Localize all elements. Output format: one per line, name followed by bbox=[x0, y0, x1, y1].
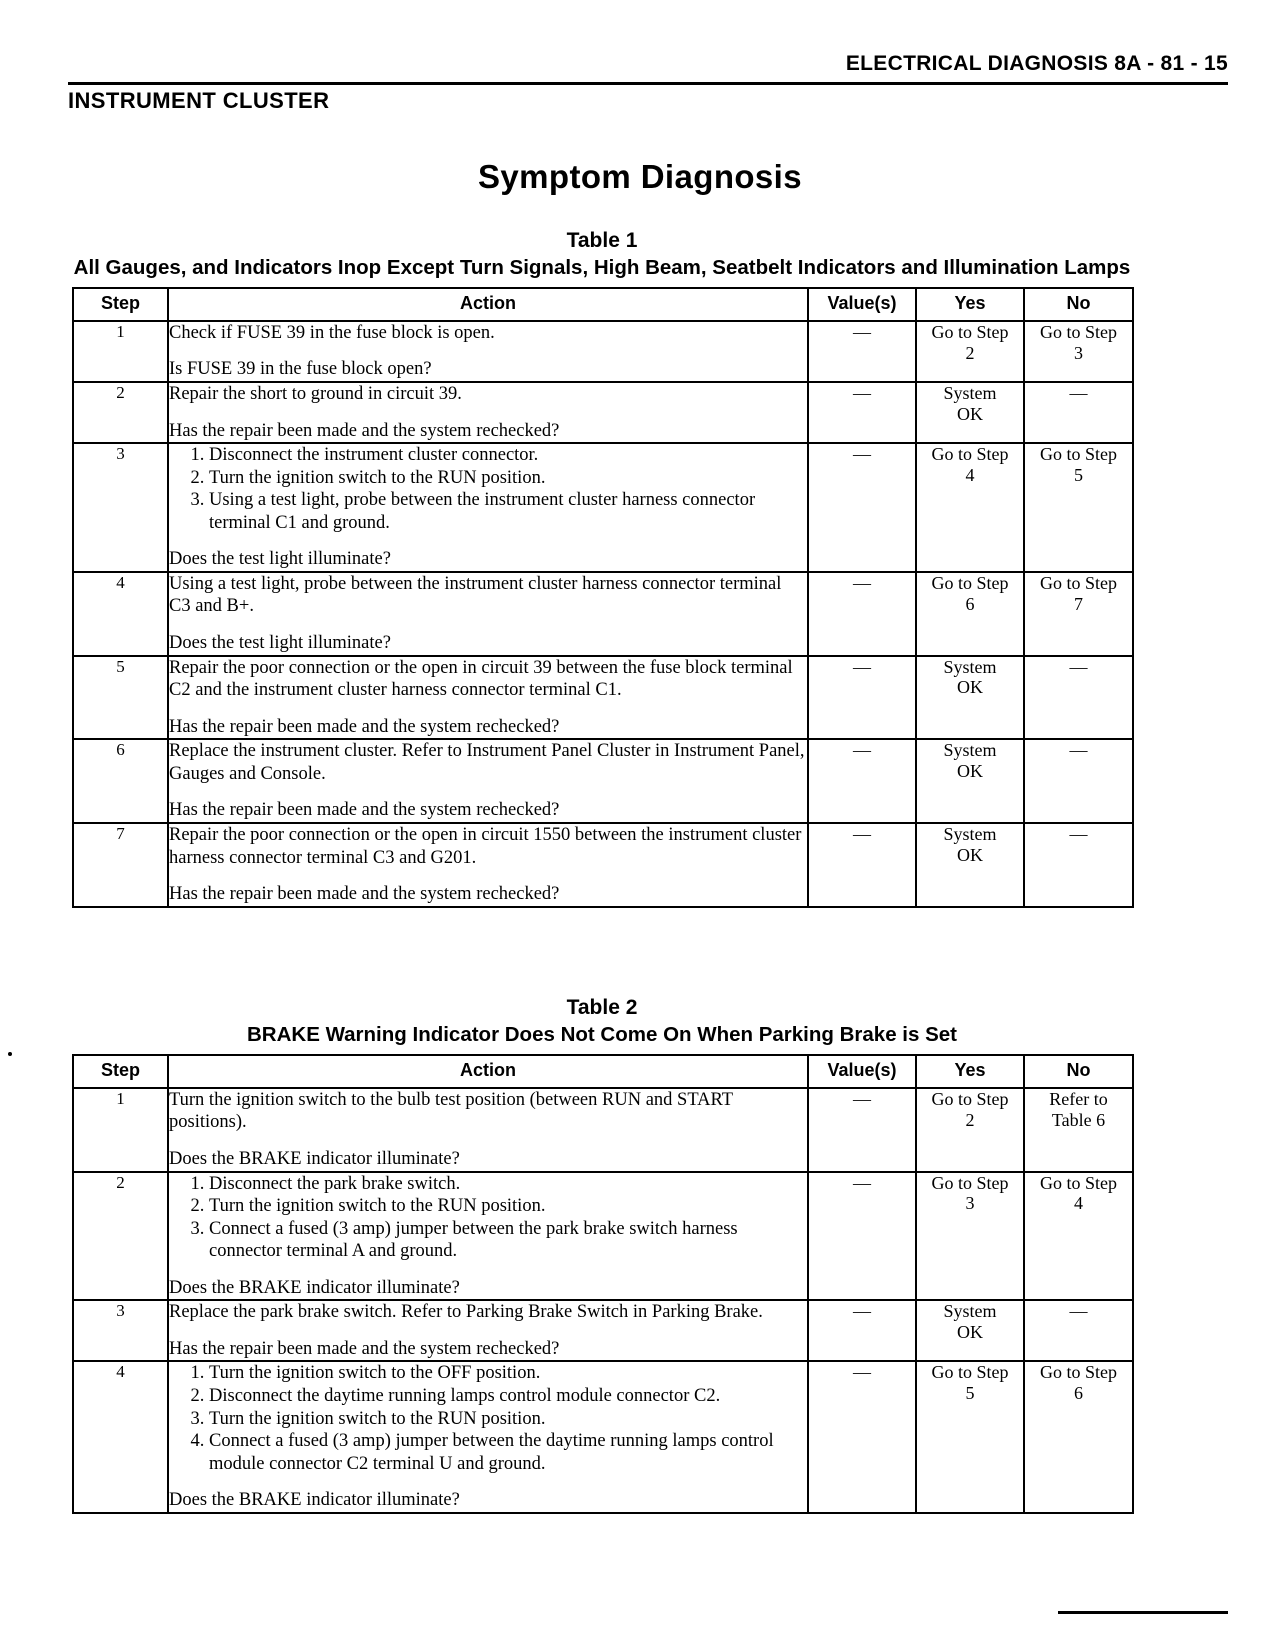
column-header-action: Action bbox=[168, 288, 808, 321]
table-1-block bbox=[72, 228, 1132, 908]
action-cell bbox=[168, 382, 808, 443]
value-cell: — bbox=[808, 823, 916, 907]
page-artifact bbox=[8, 1052, 12, 1056]
step-number: 3 bbox=[73, 1300, 168, 1361]
table-1-header-row bbox=[73, 288, 1133, 321]
table-row bbox=[73, 739, 1133, 823]
no-cell: Go to Step 3 bbox=[1024, 321, 1133, 382]
action-step: 3. Connect a fused (3 amp) jumper between the park brake switch harness connector terminal A and ground. bbox=[209, 1218, 807, 1263]
action-cell bbox=[168, 572, 808, 656]
table-row bbox=[73, 443, 1133, 572]
value-cell: — bbox=[808, 1172, 916, 1301]
table-1-caption-subtitle: All Gauges, and Indicators Inop Except Turn Signals, High Beam, Seatbelt Indicators and Illumination Lamps bbox=[73, 256, 1131, 280]
table-2-caption bbox=[72, 995, 1132, 1048]
action-cell bbox=[168, 1300, 808, 1361]
table-row bbox=[73, 656, 1133, 740]
table-2-caption-number: Table 2 bbox=[566, 996, 638, 1019]
yes-cell: Go to Step 4 bbox=[916, 443, 1024, 572]
table-row bbox=[73, 1088, 1133, 1172]
step-number: 2 bbox=[73, 382, 168, 443]
action-question: Is FUSE 39 in the fuse block open? bbox=[169, 359, 432, 380]
action-question: Has the repair been made and the system rechecked? bbox=[169, 420, 560, 441]
action-cell bbox=[168, 443, 808, 572]
no-cell: Go to Step 6 bbox=[1024, 1361, 1133, 1512]
yes-cell: System OK bbox=[916, 382, 1024, 443]
no-cell: Refer to Table 6 bbox=[1024, 1088, 1133, 1172]
action-text: Repair the poor connection or the open in circuit 1550 between the instrument cluster harness connector terminal C3 and G201. bbox=[169, 824, 802, 868]
action-question: Does the test light illuminate? bbox=[169, 549, 391, 570]
page-title: Symptom Diagnosis bbox=[477, 158, 803, 195]
action-step: 1. Disconnect the park brake switch. bbox=[209, 1173, 807, 1196]
table-row bbox=[73, 321, 1133, 382]
action-text: Replace the park brake switch. Refer to Parking Brake Switch in Parking Brake. bbox=[169, 1302, 763, 1323]
action-step-list bbox=[191, 444, 807, 534]
step-number: 7 bbox=[73, 823, 168, 907]
table-row bbox=[73, 1300, 1133, 1361]
action-cell bbox=[168, 1088, 808, 1172]
action-step: 3. Using a test light, probe between the instrument cluster harness connector terminal C1 and ground. bbox=[209, 489, 807, 534]
table-1-caption-number: Table 1 bbox=[566, 229, 638, 252]
column-header-step: Step bbox=[73, 288, 168, 321]
no-cell: — bbox=[1024, 1300, 1133, 1361]
no-cell: — bbox=[1024, 739, 1133, 823]
no-cell: Go to Step 4 bbox=[1024, 1172, 1133, 1301]
action-step: 2. Turn the ignition switch to the RUN position. bbox=[209, 1195, 807, 1218]
value-cell: — bbox=[808, 1361, 916, 1512]
action-cell bbox=[168, 823, 808, 907]
action-question: Does the BRAKE indicator illuminate? bbox=[169, 1148, 460, 1169]
action-text: Repair the short to ground in circuit 39. bbox=[169, 383, 462, 404]
value-cell: — bbox=[808, 656, 916, 740]
table-1 bbox=[72, 287, 1134, 908]
table-row bbox=[73, 1172, 1133, 1301]
action-text: Turn the ignition switch to the bulb test position (between RUN and START positions). bbox=[169, 1089, 733, 1133]
action-question: Does the BRAKE indicator illuminate? bbox=[169, 1277, 460, 1298]
step-number: 5 bbox=[73, 656, 168, 740]
table-2-block bbox=[72, 995, 1132, 1514]
action-question: Does the BRAKE indicator illuminate? bbox=[169, 1490, 460, 1511]
action-question: Has the repair been made and the system rechecked? bbox=[169, 800, 560, 821]
step-number: 1 bbox=[73, 321, 168, 382]
column-header-values: Value(s) bbox=[808, 288, 916, 321]
column-header-action: Action bbox=[168, 1055, 808, 1088]
table-row bbox=[73, 1361, 1133, 1512]
column-header-values: Value(s) bbox=[808, 1055, 916, 1088]
yes-cell: System OK bbox=[916, 656, 1024, 740]
table-1-caption bbox=[72, 228, 1132, 281]
footer-rule bbox=[1058, 1611, 1228, 1614]
yes-cell: Go to Step 2 bbox=[916, 1088, 1024, 1172]
table-2-header-row bbox=[73, 1055, 1133, 1088]
action-cell bbox=[168, 1172, 808, 1301]
column-header-no: No bbox=[1024, 1055, 1133, 1088]
table-2-caption-subtitle: BRAKE Warning Indicator Does Not Come On When Parking Brake is Set bbox=[246, 1023, 957, 1047]
value-cell: — bbox=[808, 443, 916, 572]
action-question: Does the test light illuminate? bbox=[169, 633, 391, 654]
no-cell: — bbox=[1024, 656, 1133, 740]
yes-cell: Go to Step 6 bbox=[916, 572, 1024, 656]
action-cell bbox=[168, 1361, 808, 1512]
yes-cell: System OK bbox=[916, 1300, 1024, 1361]
column-header-yes: Yes bbox=[916, 1055, 1024, 1088]
action-cell bbox=[168, 656, 808, 740]
header-rule bbox=[68, 82, 1228, 85]
action-question: Has the repair been made and the system rechecked? bbox=[169, 1338, 560, 1359]
yes-cell: Go to Step 3 bbox=[916, 1172, 1024, 1301]
yes-cell: Go to Step 2 bbox=[916, 321, 1024, 382]
action-step: 4. Connect a fused (3 amp) jumper between the daytime running lamps control module connector C2 terminal U and ground. bbox=[209, 1430, 807, 1475]
action-text: Repair the poor connection or the open in circuit 39 between the fuse block terminal C2 and the instrument cluster harness connector terminal C1. bbox=[169, 657, 793, 701]
value-cell: — bbox=[808, 382, 916, 443]
yes-cell: Go to Step 5 bbox=[916, 1361, 1024, 1512]
yes-cell: System OK bbox=[916, 739, 1024, 823]
action-text: Check if FUSE 39 in the fuse block is open. bbox=[169, 322, 495, 343]
step-number: 3 bbox=[73, 443, 168, 572]
table-row bbox=[73, 823, 1133, 907]
action-text: Replace the instrument cluster. Refer to Instrument Panel Cluster in Instrument Panel, Gauges and Console. bbox=[169, 741, 805, 784]
action-step-list bbox=[191, 1173, 807, 1263]
no-cell: Go to Step 5 bbox=[1024, 443, 1133, 572]
running-header: ELECTRICAL DIAGNOSIS 8A - 81 - 15 bbox=[845, 52, 1228, 75]
no-cell: — bbox=[1024, 823, 1133, 907]
yes-cell: System OK bbox=[916, 823, 1024, 907]
column-header-yes: Yes bbox=[916, 288, 1024, 321]
action-step: 1. Disconnect the instrument cluster connector. bbox=[209, 444, 807, 467]
table-row bbox=[73, 572, 1133, 656]
action-step: 3. Turn the ignition switch to the RUN position. bbox=[209, 1408, 807, 1431]
action-cell bbox=[168, 739, 808, 823]
action-question: Has the repair been made and the system rechecked? bbox=[169, 884, 560, 905]
value-cell: — bbox=[808, 1300, 916, 1361]
step-number: 1 bbox=[73, 1088, 168, 1172]
value-cell: — bbox=[808, 321, 916, 382]
column-header-step: Step bbox=[73, 1055, 168, 1088]
action-cell bbox=[168, 321, 808, 382]
table-2 bbox=[72, 1054, 1134, 1514]
step-number: 4 bbox=[73, 1361, 168, 1512]
action-text: Using a test light, probe between the instrument cluster harness connector terminal C3 and B+. bbox=[169, 573, 782, 617]
no-cell: Go to Step 7 bbox=[1024, 572, 1133, 656]
section-title: INSTRUMENT CLUSTER bbox=[68, 88, 330, 113]
action-step: 2. Turn the ignition switch to the RUN position. bbox=[209, 467, 807, 490]
value-cell: — bbox=[808, 739, 916, 823]
action-step: 1. Turn the ignition switch to the OFF position. bbox=[209, 1362, 807, 1385]
table-row bbox=[73, 382, 1133, 443]
value-cell: — bbox=[808, 1088, 916, 1172]
no-cell: — bbox=[1024, 382, 1133, 443]
step-number: 4 bbox=[73, 572, 168, 656]
step-number: 2 bbox=[73, 1172, 168, 1301]
value-cell: — bbox=[808, 572, 916, 656]
action-step-list bbox=[191, 1362, 807, 1475]
column-header-no: No bbox=[1024, 288, 1133, 321]
action-step: 2. Disconnect the daytime running lamps control module connector C2. bbox=[209, 1385, 807, 1408]
action-question: Has the repair been made and the system rechecked? bbox=[169, 716, 560, 737]
step-number: 6 bbox=[73, 739, 168, 823]
